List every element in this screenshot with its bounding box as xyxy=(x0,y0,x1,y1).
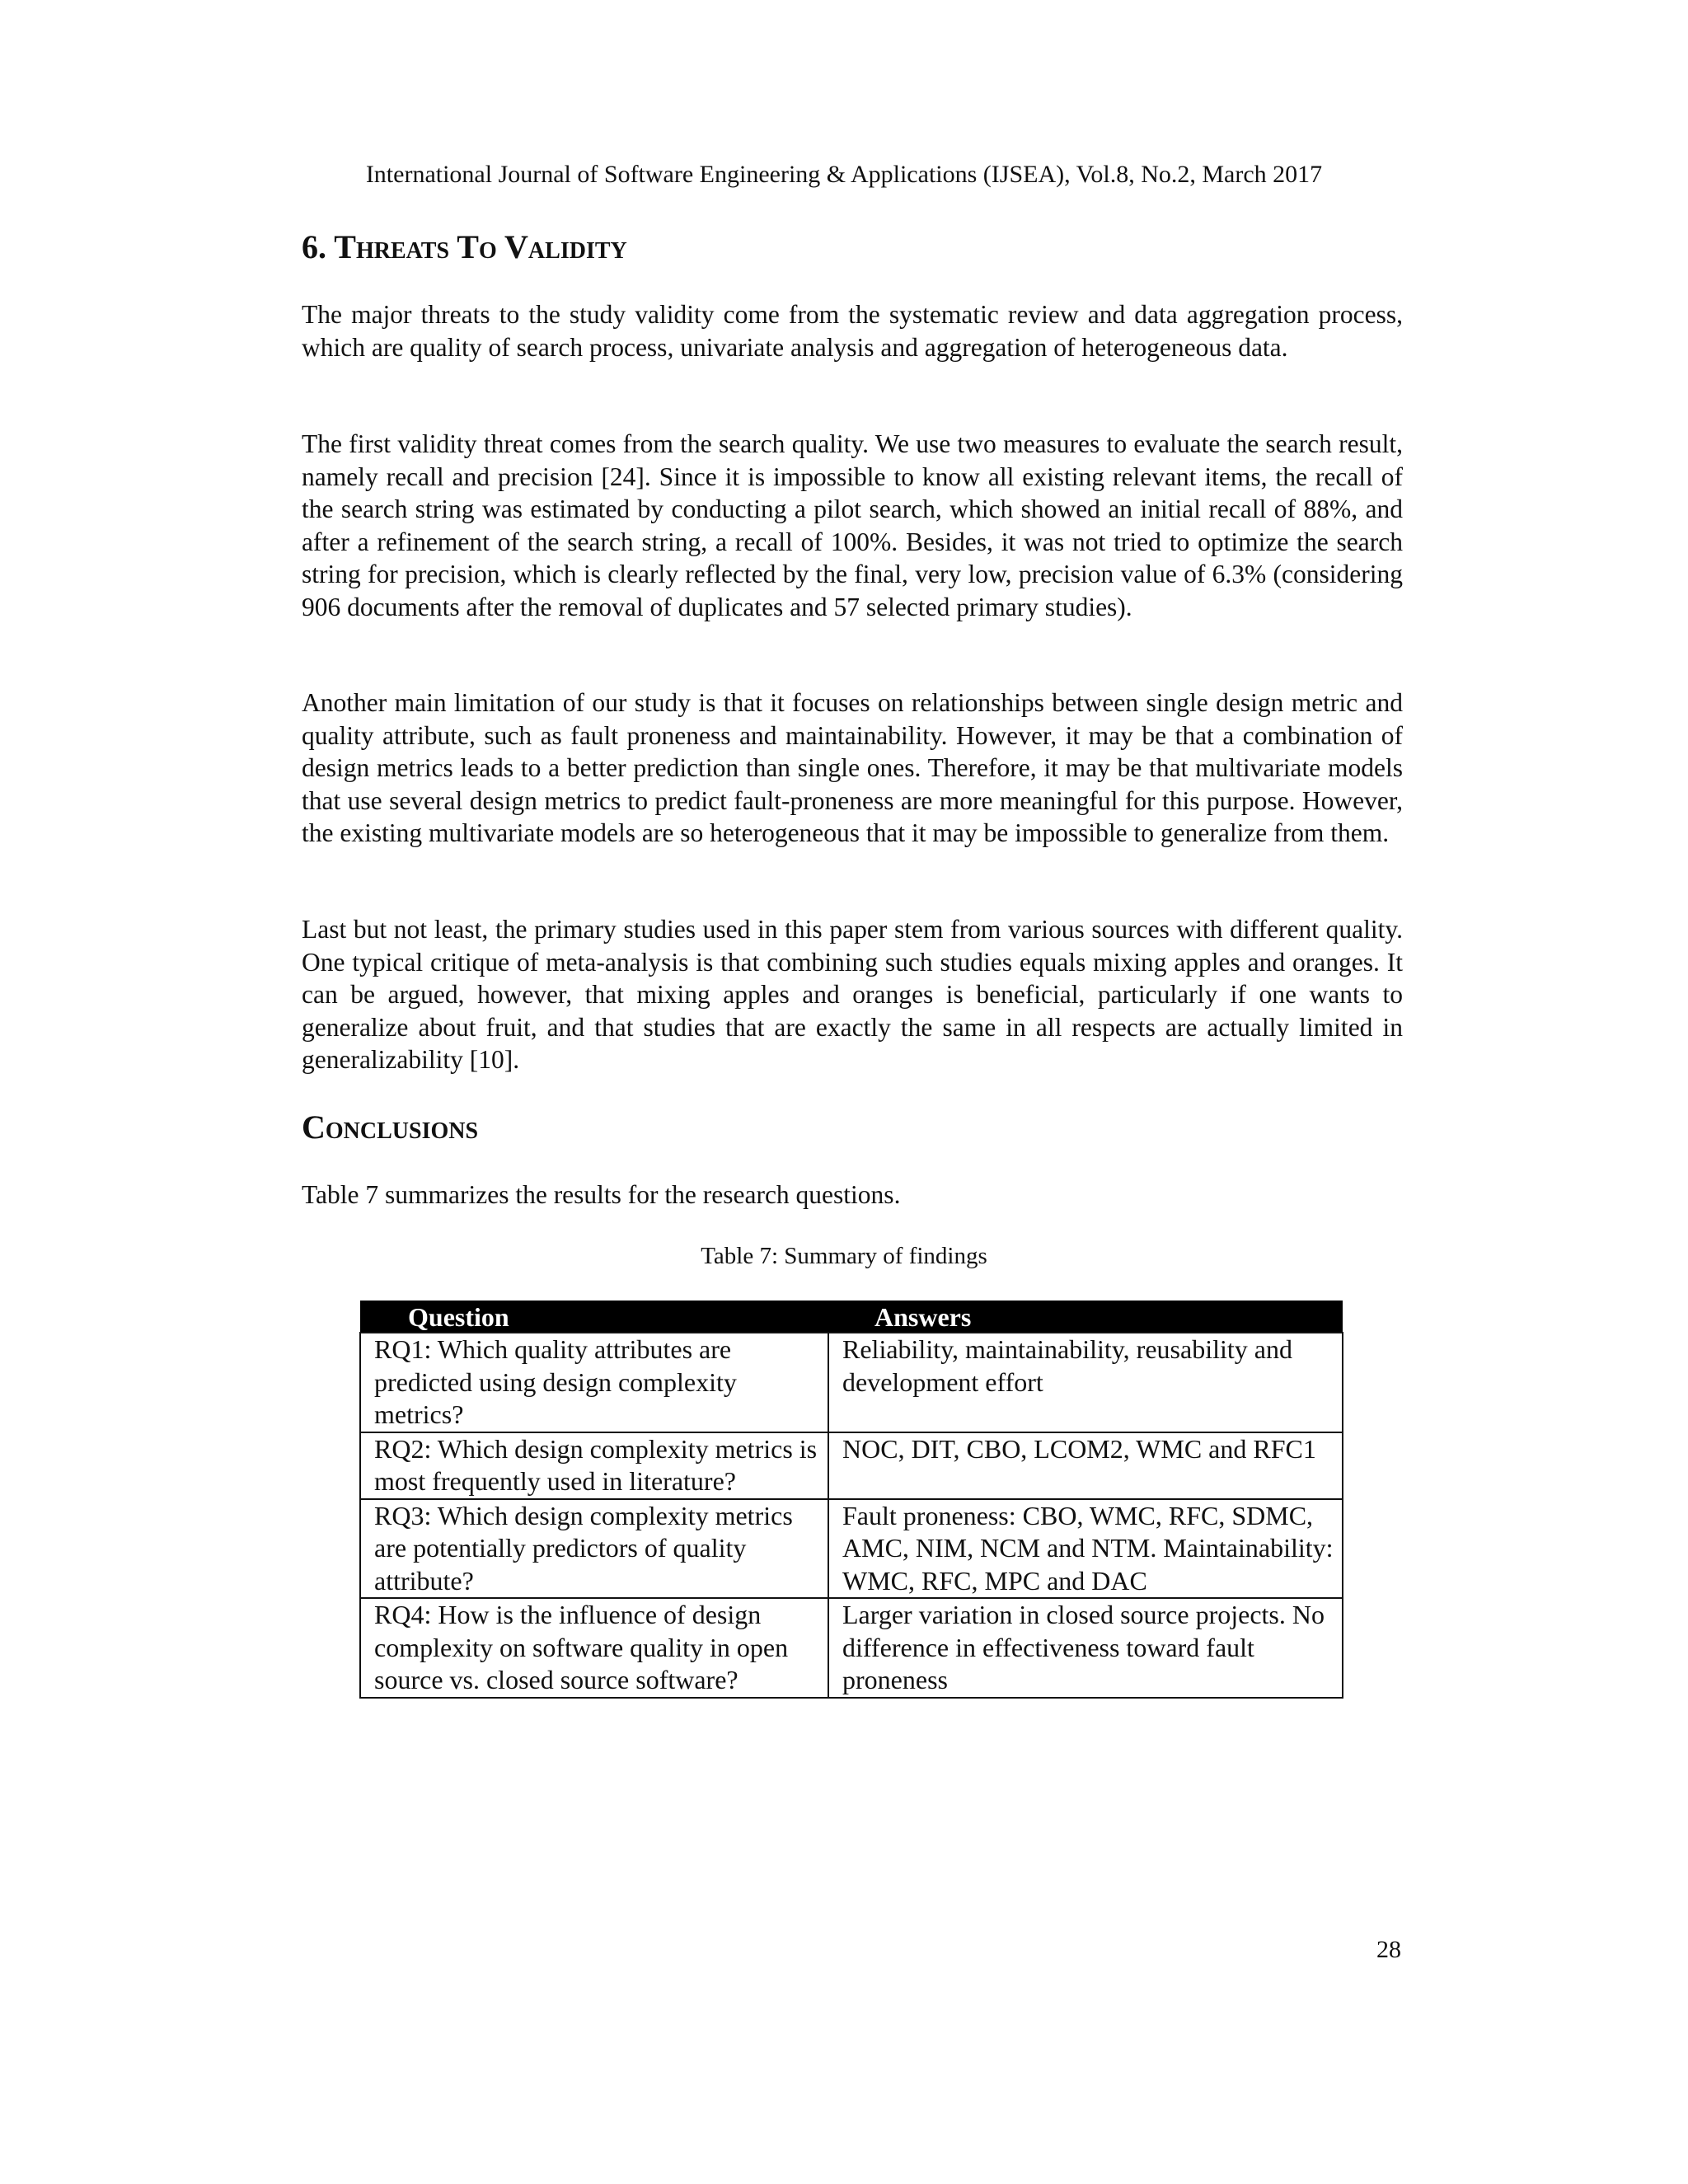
summary-of-findings-table xyxy=(359,1301,1343,1699)
answer-cell: Fault proneness: CBO, WMC, RFC, SDMC, AMC, NIM, NCM and NTM. Maintainability: WMC, RFC, MPC and DAC xyxy=(828,1499,1343,1599)
table-row xyxy=(360,1598,1343,1698)
section-heading-threats-to-validity: 6. Threats To Validity xyxy=(302,228,627,265)
column-header-question: Question xyxy=(360,1301,828,1333)
table-row xyxy=(360,1333,1343,1432)
question-cell: RQ3: Which design complexity metrics are potentially predictors of quality attribute? xyxy=(360,1499,828,1599)
answer-cell: Larger variation in closed source projects. No difference in effectiveness toward fault proneness xyxy=(828,1598,1343,1698)
table-row xyxy=(360,1499,1343,1599)
question-cell: RQ4: How is the influence of design complexity on software quality in open source vs. closed source software? xyxy=(360,1598,828,1698)
answer-cell: Reliability, maintainability, reusability and development effort xyxy=(828,1333,1343,1432)
section-heading-conclusions: Conclusions xyxy=(302,1108,479,1146)
question-cell: RQ1: Which quality attributes are predicted using design complexity metrics? xyxy=(360,1333,828,1432)
column-header-answers: Answers xyxy=(828,1301,1343,1333)
paragraph-search-quality: The first validity threat comes from the search quality. We use two measures to evaluate the search result, namely recall and precision [24]. Since it is impossible to know all existing relevant items, the recall of the search string was estimated by conducting a pilot search, which showed an initial recall of 88%, and after a refinement of the search string, a recall of 100%. Besides, it was not tried to optimize the search string for precision, which is clearly reflected by the final, very low, precision value of 6.3% (considering 906 documents after the removal of duplicates and 57 selected primary studies). xyxy=(302,429,1403,621)
paragraph-single-metric-limitation: Another main limitation of our study is that it focuses on relationships between single design metric and quality attribute, such as fault proneness and maintainability. However, it may be that a combination of design metrics leads to a better prediction than single ones. Therefore, it may be that multivariate models that use several design metrics to predict fault-proneness are more meaningful for this purpose. However, the existing multivariate models are so heterogeneous that it may be impossible to generalize from them. xyxy=(302,688,1403,847)
paragraph-apples-and-oranges: Last but not least, the primary studies used in this paper stem from various sources with different quality. One typical critique of meta-analysis is that combining such studies equals mixing apples and oranges. It can be argued, however, that mixing apples and oranges is beneficial, particularly if one wants to generalize about fruit, and that studies that are exactly the same in all respects are actually limited in generalizability [10]. xyxy=(302,915,1403,1074)
paragraph-conclusions-intro: Table 7 summarizes the results for the research questions. xyxy=(302,1180,901,1209)
paragraph-threats-intro: The major threats to the study validity come from the systematic review and data aggregation process, which are quality of search process, univariate analysis and aggregation of heterogeneous data. xyxy=(302,300,1403,362)
table-header-row xyxy=(360,1301,1343,1333)
question-cell: RQ2: Which design complexity metrics is most frequently used in literature? xyxy=(360,1432,828,1499)
answer-cell: NOC, DIT, CBO, LCOM2, WMC and RFC1 xyxy=(828,1432,1343,1499)
table-row xyxy=(360,1432,1343,1499)
running-header: International Journal of Software Engineering & Applications (IJSEA), Vol.8, No.2, March 2017 xyxy=(365,161,1323,188)
page-number: 28 xyxy=(1376,1936,1401,1963)
table-caption: Table 7: Summary of findings xyxy=(701,1243,987,1269)
